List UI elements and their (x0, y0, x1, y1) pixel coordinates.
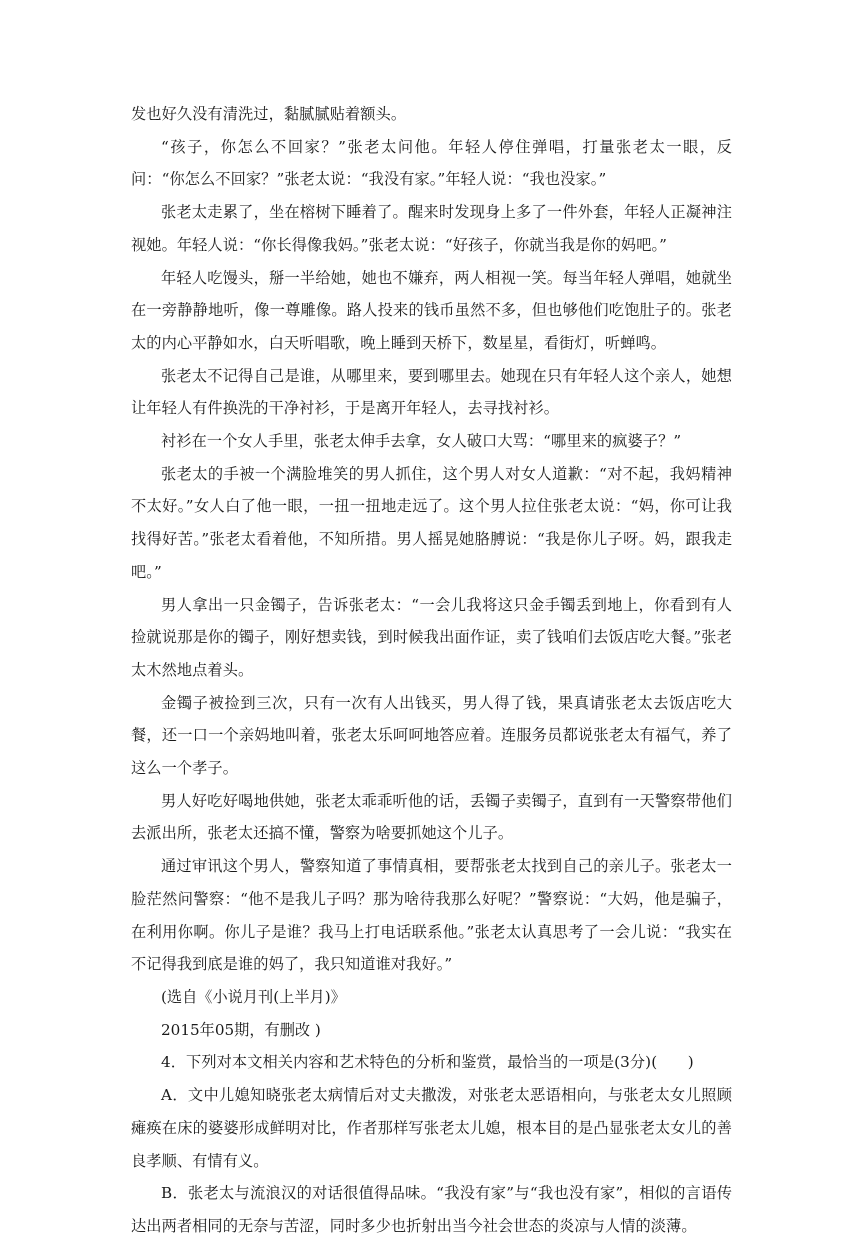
paragraph: 年轻人吃馒头，掰一半给她，她也不嫌弃，两人相视一笑。每当年轻人弹唱，她就坐在一旁静静地听，像一尊雕像。路人投来的钱币虽然不多，但也够他们吃饱肚子的。张老太的内心平静如水，白天听唱歌，晚上睡到天桥下，数星星，看街灯，听蝉鸣。 (131, 268, 732, 352)
paragraph: 男人拿出一只金镯子，告诉张老太：“一会儿我将这只金手镯丢到地上，你看到有人捡就说那是你的镯子，刚好想卖钱，到时候我出面作证，卖了钱咱们去饭店吃大餐。”张老太木然地点着头。 (131, 595, 732, 679)
source-issue: 2015年05期，有删改 ) (161, 1020, 321, 1039)
option-b: B．张老太与流浪汉的对话很值得品味。“我没有家”与“我也没有家”，相似的言语传达出两者相同的无奈与苦涩，同时多少也折射出当今社会世态的炎凉与人情的淡薄。 (131, 1184, 732, 1235)
paragraph: 张老太的手被一个满脸堆笑的男人抓住，这个男人对女人道歉：“对不起，我妈精神不太好。”女人白了他一眼，一扭一扭地走远了。这个男人拉住张老太说：“妈，你可让我找得好苦。”张老太看着他，不知所措。男人摇晃她胳膊说：“我是你儿子呀。妈，跟我走吧。” (131, 464, 732, 581)
source-citation: (选自《小说月刊(上半月)》 (161, 987, 346, 1006)
paragraph: “孩子，你怎么不回家？”张老太问他。年轻人停住弹唱，打量张老太一眼，反问：“你怎么不回家？”张老太说：“我没有家。”年轻人说：“我也没家。” (131, 137, 732, 189)
paragraph: 张老太走累了，坐在榕树下睡着了。醒来时发现身上多了一件外套，年轻人正凝神注视她。年轻人说：“你长得像我妈。”张老太说：“好孩子，你就当我是你的妈吧。” (131, 203, 732, 254)
paragraph-continued: 发也好久没有清洗过，黏腻腻贴着额头。 (131, 105, 407, 123)
article-body (131, 98, 732, 1243)
paragraph: 金镯子被捡到三次，只有一次有人出钱买，男人得了钱，果真请张老太去饭店吃大餐，还一口一个亲妈地叫着，张老太乐呵呵地答应着。连服务员都说张老太有福气，养了这么一个孝子。 (131, 693, 732, 778)
question-stem: 4．下列对本文相关内容和艺术特色的分析和鉴赏，最恰当的一项是(3分)( ) (161, 1053, 694, 1072)
option-a: A．文中儿媳知晓张老太病情后对丈夫撒泼，对张老太恶语相向，与张老太女儿照顾瘫痪在床的婆婆形成鲜明对比，作者那样写张老太儿媳，根本目的是凸显张老太女儿的善良孝顺、有情有义。 (131, 1086, 732, 1170)
paragraph: 衬衫在一个女人手里，张老太伸手去拿，女人破口大骂：“哪里来的疯婆子？” (161, 432, 682, 451)
paragraph: 男人好吃好喝地供她，张老太乖乖听他的话，丢镯子卖镯子，直到有一天警察带他们去派出所，张老太还搞不懂，警察为啥要抓她这个儿子。 (131, 791, 732, 843)
paragraph: 张老太不记得自己是谁，从哪里来，要到哪里去。她现在只有年轻人这个亲人，她想让年轻人有件换洗的干净衬衫，于是离开年轻人，去寻找衬衫。 (131, 366, 732, 418)
paragraph: 通过审讯这个男人，警察知道了事情真相，要帮张老太找到自己的亲儿子。张老太一脸茫然问警察：“他不是我儿子吗？那为啥待我那么好呢？”警察说：“大妈，他是骗子，在利用你啊。你儿子是谁？我马上打电话联系他。”张老太认真思考了一会儿说：“我实在不记得我到底是谁的妈了，我只知道谁对我好。” (131, 857, 732, 974)
